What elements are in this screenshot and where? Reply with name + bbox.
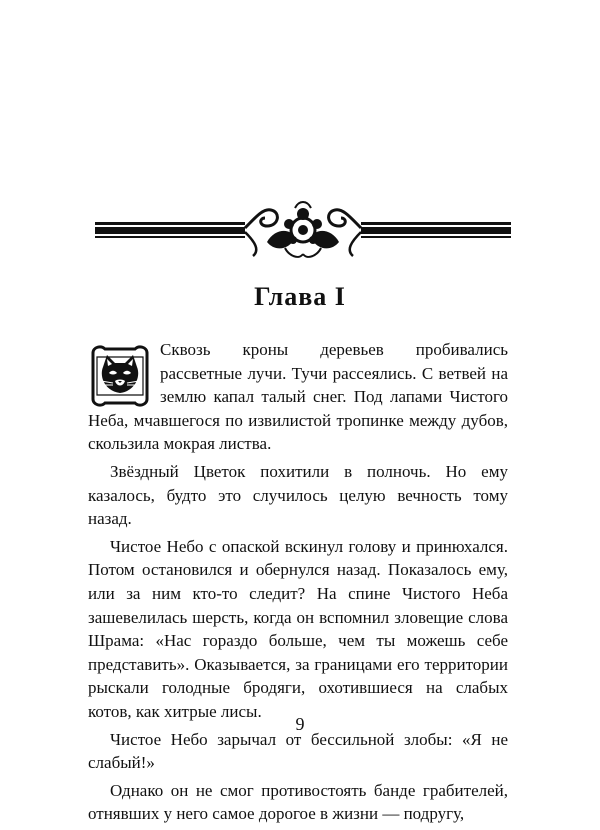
page-number: 9 — [295, 714, 305, 734]
chapter-title: Глава I — [254, 282, 346, 311]
paragraph-1-text: Сквозь кроны деревьев пробивались рассветные лучи. Тучи рассеялись. С ветвей на землю капал талый снег. Под лапами Чистого Неба, мчавшегося по извилистой тропинке между дубов, скользила мокрая листва. — [88, 340, 508, 454]
paragraph-2: Звёздный Цветок похитили в полночь. Но ему казалось, будто это случилось целую вечность тому назад. — [88, 461, 508, 529]
paragraph-5: Однако он не смог противостоять банде грабителей, отнявших у него самое дорогое в жизни — подругу, — [88, 780, 508, 824]
paragraph-4: Чистое Небо зарычал от бессильной злобы: «Я не слабый!» — [88, 729, 508, 773]
chapter-text — [88, 338, 508, 830]
paragraph-3: Чистое Небо с опаской вскинул голову и принюхался. Потом остановился и обернулся назад. Показалось ему, или за ним кто-то следит? На спине Чистого Неба зашевелилась шерсть, когда он вспомнил зловещие слова Шрама: «Нас гораздо больше, чем ты можешь себе представить». Оказывается, за границами его территории рыскали голодные бродяги, охотившиеся на слабых котов, как хитрые лисы. — [88, 536, 508, 721]
floral-divider-ornament — [95, 198, 511, 264]
paragraph-1 — [88, 338, 508, 456]
